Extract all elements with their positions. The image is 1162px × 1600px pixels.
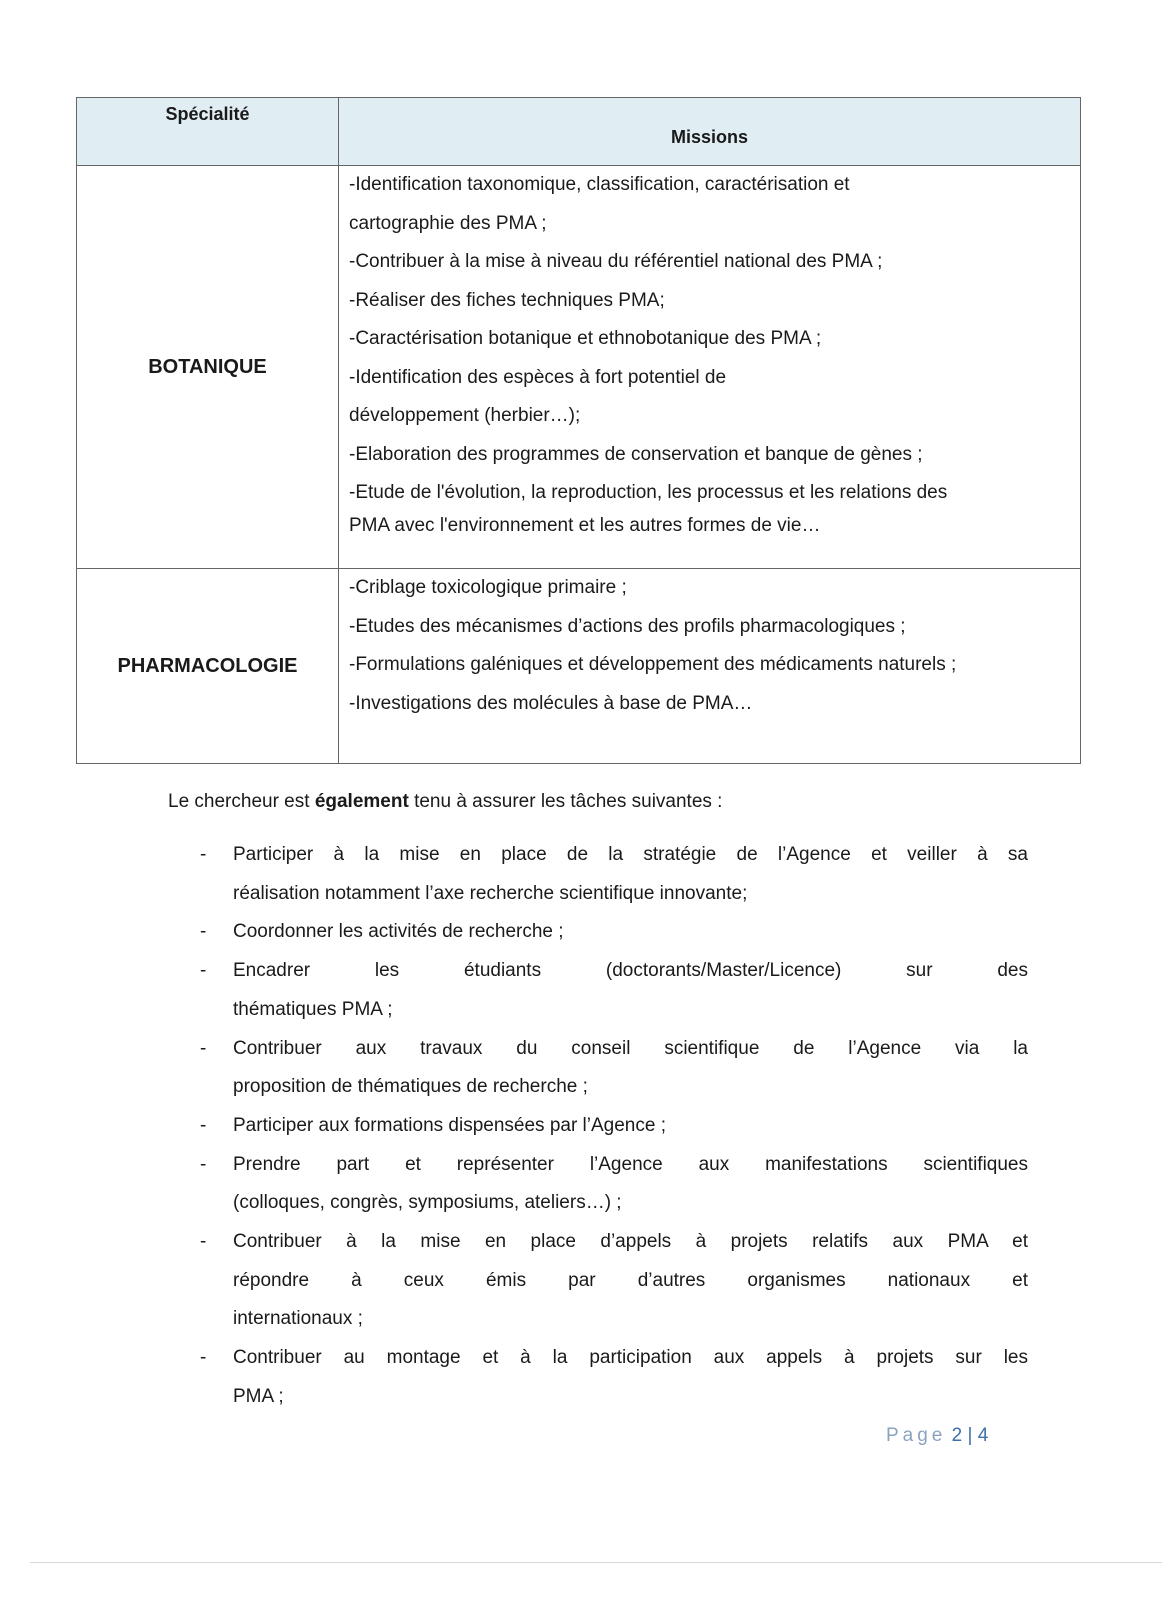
task-line: Contribuer aux travaux du conseil scientifique de l’Agence via la xyxy=(233,1037,1028,1059)
task-item xyxy=(200,1030,1028,1107)
task-line: internationaux ; xyxy=(233,1308,363,1330)
mission-line: -Investigations des molécules à base de PMA… xyxy=(349,692,753,714)
mission-line: -Etude de l'évolution, la reproduction, les processus et les relations des xyxy=(349,482,948,503)
mission-line: -Réaliser des fiches techniques PMA; xyxy=(349,289,665,311)
mission-line: -Identification taxonomique, classification, caractérisation et xyxy=(349,174,850,195)
mission-line: -Criblage toxicologique primaire ; xyxy=(349,577,627,598)
page-label: Page xyxy=(886,1425,947,1446)
task-line: répondre à ceux émis par d’autres organismes nationaux et xyxy=(233,1269,1028,1291)
task-line: thématiques PMA ; xyxy=(233,998,393,1020)
mission-line: -Formulations galéniques et développement des médicaments naturels ; xyxy=(349,654,957,675)
mission-line: -Identification des espèces à fort potentiel de xyxy=(349,366,727,388)
mission-line: -Elaboration des programmes de conservation et banque de gènes ; xyxy=(349,443,923,465)
mission-line: PMA avec l'environnement et les autres formes de vie… xyxy=(349,514,821,536)
page-footer xyxy=(886,1425,988,1447)
bullet-dash: - xyxy=(200,1153,207,1175)
task-line: réalisation notamment l’axe recherche scientifique innovante; xyxy=(233,882,748,904)
table-row xyxy=(77,569,1081,764)
bullet-dash: - xyxy=(200,1347,207,1369)
tasks-list xyxy=(200,836,1028,1417)
page-number: 2 | 4 xyxy=(951,1425,989,1446)
task-line: Coordonner les activités de recherche ; xyxy=(233,921,564,943)
bullet-dash: - xyxy=(200,1037,207,1059)
table-row xyxy=(77,166,1081,569)
task-item xyxy=(200,1107,1028,1146)
scan-edge-line xyxy=(30,1562,1162,1563)
missions-cell xyxy=(339,569,1081,764)
intro-text: Le chercheur est xyxy=(168,791,315,812)
missions-cell xyxy=(339,166,1081,569)
task-item xyxy=(200,952,1028,1029)
task-line: Contribuer à la mise en place d’appels à projets relatifs aux PMA et xyxy=(233,1231,1028,1253)
mission-line: -Contribuer à la mise à niveau du référentiel national des PMA ; xyxy=(349,251,883,272)
mission-line: -Caractérisation botanique et ethnobotanique des PMA ; xyxy=(349,328,822,349)
intro-paragraph xyxy=(168,788,722,816)
table-header-row xyxy=(77,98,1081,166)
bullet-dash: - xyxy=(200,1114,207,1136)
task-item xyxy=(200,836,1028,913)
task-item xyxy=(200,913,1028,952)
specialite-cell: BOTANIQUE xyxy=(77,166,339,569)
intro-text: tenu à assurer les tâches suivantes : xyxy=(408,791,723,812)
task-line: Participer à la mise en place de la stratégie de l’Agence et veiller à sa xyxy=(233,844,1028,865)
bullet-dash: - xyxy=(200,1231,207,1253)
task-line: proposition de thématiques de recherche ; xyxy=(233,1076,588,1098)
task-line: Encadrer les étudiants (doctorants/Master/Licence) sur des xyxy=(233,960,1028,982)
task-line: Participer aux formations dispensées par l’Agence ; xyxy=(233,1114,667,1136)
mission-line: cartographie des PMA ; xyxy=(349,212,547,234)
task-item xyxy=(200,1339,1028,1416)
task-line: Prendre part et représenter l’Agence aux manifestations scientifiques xyxy=(233,1153,1028,1175)
specialite-cell: PHARMACOLOGIE xyxy=(77,569,339,764)
task-line: PMA ; xyxy=(233,1385,284,1407)
task-line: (colloques, congrès, symposiums, ateliers…) ; xyxy=(233,1192,622,1214)
header-missions: Missions xyxy=(339,98,1081,166)
task-line: Contribuer au montage et à la participation aux appels à projets sur les xyxy=(233,1347,1028,1369)
bullet-dash: - xyxy=(200,921,207,943)
header-specialite: Spécialité xyxy=(77,98,339,166)
task-item xyxy=(200,1223,1028,1339)
task-item xyxy=(200,1146,1028,1223)
intro-bold: également xyxy=(314,791,409,812)
mission-line: développement (herbier…); xyxy=(349,405,581,426)
missions-table xyxy=(76,97,1081,764)
bullet-dash: - xyxy=(200,844,207,865)
bullet-dash: - xyxy=(200,960,207,982)
mission-line: -Etudes des mécanismes d’actions des profils pharmacologiques ; xyxy=(349,615,906,637)
